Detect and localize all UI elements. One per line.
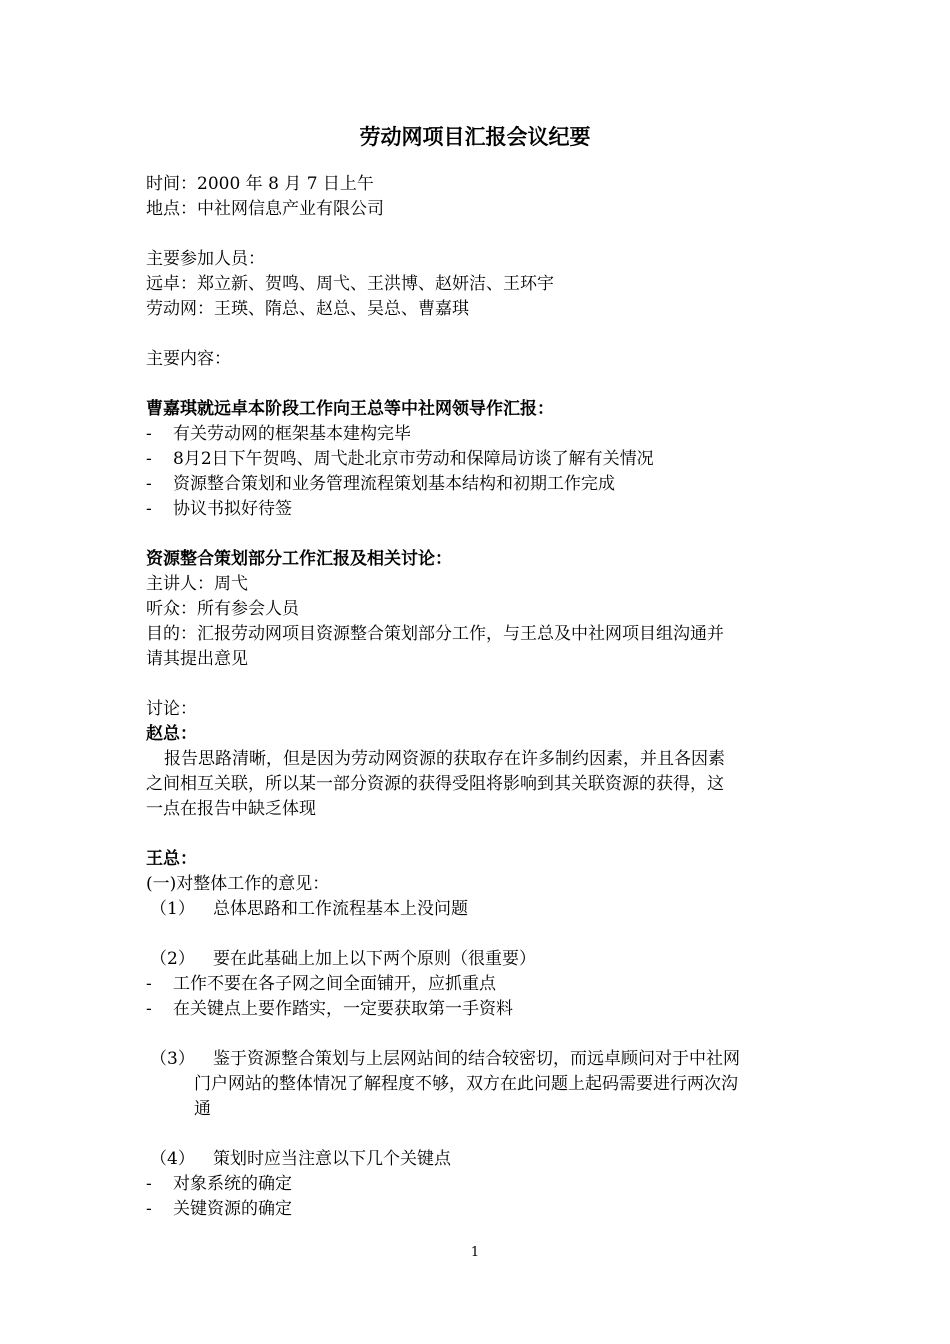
audience: 听众：所有参会人员 [146, 599, 299, 619]
page-number: 1 [470, 1245, 480, 1260]
list-item: 工作不要在各子网之间全面铺开，应抓重点 [173, 974, 496, 994]
list-dash: - [146, 474, 152, 494]
list-dash: - [146, 1174, 152, 1194]
list-dash: - [146, 499, 152, 519]
purpose-line-2: 请其提出意见 [146, 649, 248, 669]
point-number: （4） [150, 1149, 195, 1169]
list-item: 对象系统的确定 [173, 1174, 292, 1194]
list-item: 8月2日下午贺鸣、周弋赴北京市劳动和保障局访谈了解有关情况 [173, 449, 654, 469]
participants-laodongwang: 劳动网：王瑛、隋总、赵总、吴总、曹嘉琪 [146, 299, 469, 319]
zhao-comment-line-3: 一点在报告中缺乏体现 [146, 799, 316, 819]
list-dash: - [146, 1199, 152, 1219]
list-dash: - [146, 999, 152, 1019]
list-item: 资源整合策划和业务管理流程策划基本结构和初期工作完成 [173, 474, 615, 494]
list-dash: - [146, 449, 152, 469]
speaker: 主讲人：周弋 [146, 574, 248, 594]
speaker-zhao: 赵总： [146, 724, 197, 744]
overall-opinion: (一)对整体工作的意见： [146, 874, 330, 894]
content-heading: 主要内容： [146, 349, 231, 369]
participants-heading: 主要参加人员： [146, 249, 265, 269]
meeting-place: 地点：中社网信息产业有限公司 [146, 199, 384, 219]
point-2-text: 要在此基础上加上以下两个原则（很重要） [213, 949, 536, 969]
list-item: 有关劳动网的框架基本建构完毕 [173, 424, 411, 444]
point-number: （3） [150, 1049, 195, 1069]
zhao-comment-line-2: 之间相互关联，所以某一部分资源的获得受阻将影响到其关联资源的获得，这 [146, 774, 724, 794]
point-number: （2） [150, 949, 195, 969]
list-dash: - [146, 424, 152, 444]
speaker-wang: 王总： [146, 849, 197, 869]
document-title: 劳动网项目汇报会议纪要 [359, 124, 591, 149]
point-4-text: 策划时应当注意以下几个关键点 [213, 1149, 451, 1169]
point-3-line-3: 通 [194, 1099, 211, 1119]
section2-heading: 资源整合策划部分工作汇报及相关讨论： [146, 549, 452, 569]
participants-yuanzhuo: 远卓：郑立新、贺鸣、周弋、王洪博、赵妍洁、王环宇 [146, 274, 554, 294]
point-1-text: 总体思路和工作流程基本上没问题 [213, 899, 468, 919]
zhao-comment-line-1: 报告思路清晰，但是因为劳动网资源的获取存在许多制约因素，并且各因素 [164, 749, 725, 769]
point-3-line-1: 鉴于资源整合策划与上层网站间的结合较密切，而远卓顾问对于中社网 [213, 1049, 740, 1069]
list-item: 在关键点上要作踏实，一定要获取第一手资料 [173, 999, 513, 1019]
list-dash: - [146, 974, 152, 994]
section1-heading: 曹嘉琪就远卓本阶段工作向王总等中社网领导作汇报： [146, 399, 554, 419]
purpose-line-1: 目的：汇报劳动网项目资源整合策划部分工作，与王总及中社网项目组沟通并 [146, 624, 724, 644]
meeting-time: 时间：2000 年 8 月 7 日上午 [146, 174, 374, 194]
list-item: 协议书拟好待签 [173, 499, 292, 519]
discussion-heading: 讨论： [146, 699, 197, 719]
point-number: （1） [150, 899, 195, 919]
list-item: 关键资源的确定 [173, 1199, 292, 1219]
point-3-line-2: 门户网站的整体情况了解程度不够，双方在此问题上起码需要进行两次沟 [194, 1074, 738, 1094]
